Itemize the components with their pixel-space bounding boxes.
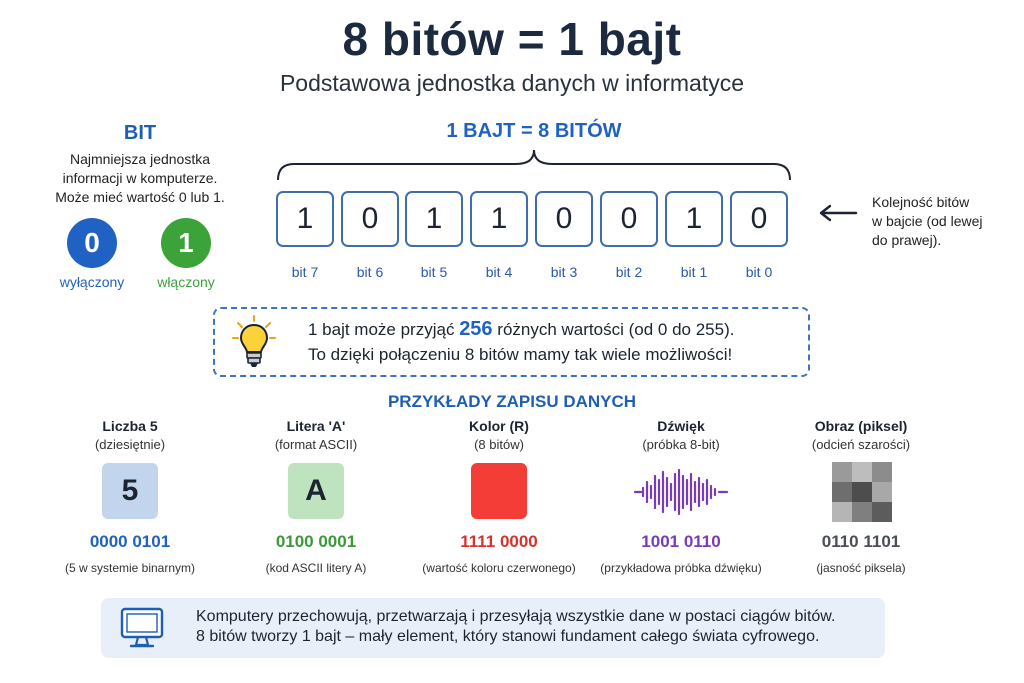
example-color-title: Kolor (R) bbox=[469, 418, 529, 434]
bit-label-5: bit 5 bbox=[420, 264, 448, 280]
bit-order-note-line: w bajcie (od lewej bbox=[872, 213, 983, 229]
example-letter-subtitle: (format ASCII) bbox=[274, 437, 358, 452]
bit-state-one-circle: 1 bbox=[161, 218, 211, 268]
bit-description bbox=[40, 150, 240, 207]
bit-label-2: bit 2 bbox=[615, 264, 643, 280]
example-color-code: 1111 0000 bbox=[460, 532, 538, 551]
curly-brace-icon bbox=[276, 148, 792, 182]
info-line-2: To dzięki połączeniu 8 bitów mamy tak wiele możliwości! bbox=[308, 345, 733, 364]
example-number-note: (5 w systemie binarnym) bbox=[64, 561, 196, 575]
example-sound-subtitle: (próbka 8-bit) bbox=[642, 437, 720, 452]
bit-state-one-label: włączony bbox=[157, 274, 215, 290]
bit-description-line: informacji w komputerze. bbox=[62, 170, 218, 186]
example-color-note: (wartość koloru czerwonego) bbox=[422, 561, 576, 575]
number-tile: 5 bbox=[102, 463, 158, 519]
bit-label-4: bit 4 bbox=[485, 264, 513, 280]
bit-order-note-line: Kolejność bitów bbox=[872, 194, 970, 210]
info-line-1 bbox=[308, 318, 734, 341]
example-letter-note: (kod ASCII litery A) bbox=[265, 561, 367, 575]
red-color-swatch bbox=[471, 463, 527, 519]
info-line-1-end: różnych wartości (od 0 do 255). bbox=[492, 320, 735, 339]
example-pixel-note: (jasność piksela) bbox=[816, 561, 906, 575]
bit-box-4: 1 bbox=[470, 191, 528, 247]
bit-label-7: bit 7 bbox=[291, 264, 319, 280]
arrow-left-icon bbox=[818, 203, 858, 223]
light-bulb-icon bbox=[232, 314, 276, 370]
bit-label-6: bit 6 bbox=[356, 264, 384, 280]
footer-line-2: 8 bitów tworzy 1 bajt – mały element, który stanowi fundament całego świata cyfrowego. bbox=[196, 628, 820, 645]
bit-state-zero-circle: 0 bbox=[67, 218, 117, 268]
bit-box-7: 1 bbox=[276, 191, 334, 247]
info-highlight-number: 256 bbox=[459, 318, 493, 340]
bit-box-3: 0 bbox=[535, 191, 593, 247]
example-letter-title: Litera 'A' bbox=[286, 418, 346, 434]
bit-label-0: bit 0 bbox=[745, 264, 773, 280]
byte-heading: 1 BAJT = 8 BITÓW bbox=[446, 120, 622, 142]
example-number-subtitle: (dziesiętnie) bbox=[94, 437, 166, 452]
sound-waveform-icon bbox=[633, 468, 729, 516]
example-pixel-code: 0110 1101 bbox=[821, 532, 901, 551]
page-title: 8 bitów = 1 bajt bbox=[342, 13, 682, 65]
bit-label-1: bit 1 bbox=[680, 264, 708, 280]
bit-order-note bbox=[872, 193, 1012, 250]
example-pixel-title: Obraz (piksel) bbox=[814, 418, 908, 434]
bit-heading: BIT bbox=[123, 122, 157, 144]
example-sound-note: (przykładowa próbka dźwięku) bbox=[600, 561, 762, 575]
bit-box-0: 0 bbox=[730, 191, 788, 247]
example-pixel-subtitle: (odcień szarości) bbox=[811, 437, 911, 452]
bit-box-1: 1 bbox=[665, 191, 723, 247]
example-sound-title: Dźwięk bbox=[657, 418, 705, 434]
example-letter-code: 0100 0001 bbox=[275, 532, 357, 551]
bit-box-2: 0 bbox=[600, 191, 658, 247]
bit-description-line: Najmniejsza jednostka bbox=[69, 151, 211, 167]
bit-label-3: bit 3 bbox=[550, 264, 578, 280]
example-number-title: Liczba 5 bbox=[102, 418, 158, 434]
examples-heading: PRZYKŁADY ZAPISU DANYCH bbox=[387, 392, 637, 411]
bit-description-line: Może mieć wartość 0 lub 1. bbox=[55, 189, 225, 205]
bit-box-5: 1 bbox=[405, 191, 463, 247]
footer-line-1: Komputery przechowują, przetwarzają i przesyłają wszystkie dane w postaci ciągów bitów. bbox=[196, 608, 836, 625]
pixel-grid-icon bbox=[832, 462, 892, 522]
bit-order-note-line: do prawej). bbox=[872, 232, 942, 248]
bit-state-zero-label: wyłączony bbox=[59, 274, 125, 290]
letter-tile: A bbox=[288, 463, 344, 519]
bit-box-6: 0 bbox=[341, 191, 399, 247]
example-color-subtitle: (8 bitów) bbox=[474, 437, 524, 452]
page-subtitle: Podstawowa jednostka danych w informatyce bbox=[279, 70, 745, 96]
info-line-1-start: 1 bajt może przyjąć bbox=[308, 320, 460, 339]
example-number-code: 0000 0101 bbox=[89, 532, 171, 551]
monitor-icon bbox=[120, 606, 164, 650]
example-sound-code: 1001 0110 bbox=[641, 532, 721, 551]
